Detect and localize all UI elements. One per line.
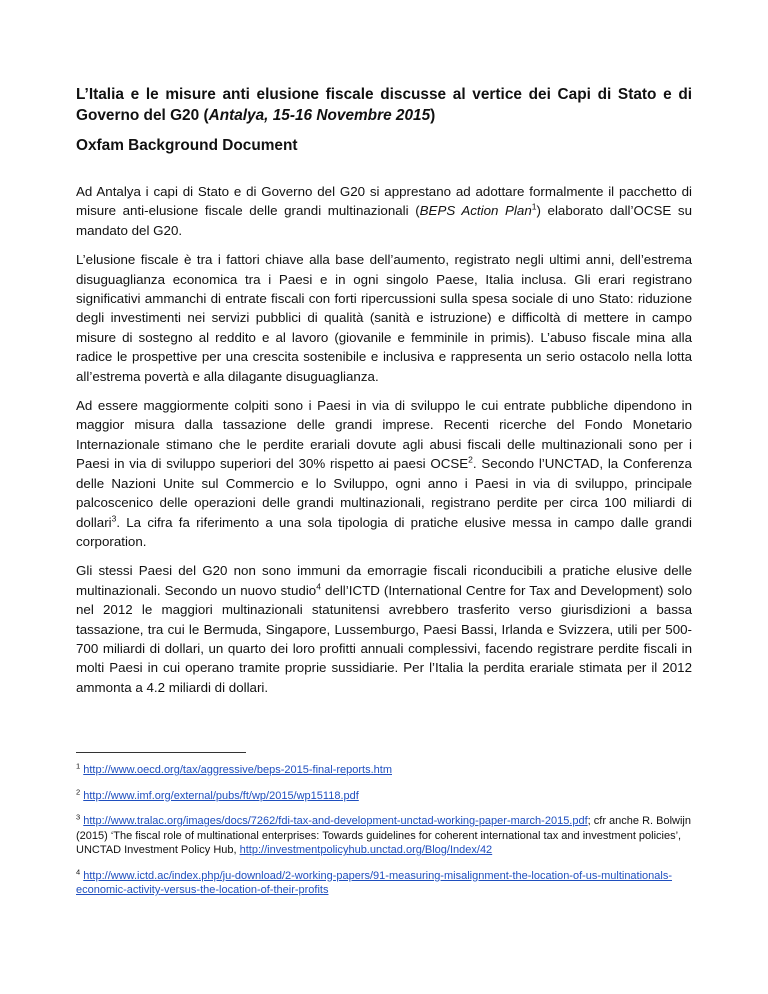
title-date-place: Antalya, 15-16 Novembre 2015 — [208, 107, 431, 124]
footnote-4: $^4$ http://www.ictd.ac/index.php/ju-download/2-working-papers/91-measuring-misalignment-the-location-of-us-multinationals-economic-activity-versus-the-location-of-their-profits — [76, 866, 673, 896]
paragraph-2: L’elusione fiscale è tra i fattori chiave alla base dell’aumento, registrato negli ultimi anni, dell’estrema disuguaglianza economica tra i Paesi e in ogni singolo Paese, Italia inclusa. Gli erari registrano significativi ammanchi di entrate fiscali con forti ripercussioni sulla spesa sociale di uno Stato: riduzione degli investimenti nei servizi pubblici di qualità (sanità e istruzione) e difficoltà di mettere in campo misure di sostegno al reddito e al lavoro (giovanile e femminile in primis). L’abuso fiscale mina alla radice le prospettive per una crescita sostenibile e inclusiva e rappresenta un serio ostacolo nella lotta all’estrema povertà e alla dilagante disuguaglianza. — [76, 252, 692, 384]
document-subtitle: Oxfam Background Document — [76, 137, 298, 154]
document-text — [76, 182, 692, 697]
paragraph-1: Ad Antalya i capi di Stato e di Governo del G20 si apprestano ad adottare formalmente il pacchetto di misure anti-elusione fiscale delle grandi multinazionali (BEPS Action Plan$^1$) elaborato dall’OCSE su mandato del G20. — [76, 184, 692, 238]
footnote-3: $^3$ http://www.tralac.org/images/docs/7262/fdi-tax-and-development-unctad-working-paper-march-2015.pdf; cfr anche R. Bolwijn (2015) ‘The fiscal role of multinational enterprises: Towards guidelines for coherent international tax and investment policies’, UNCTAD Investment Policy Hub, http://investmentpolicyhub.unctad.org/Blog/Index/42 — [76, 812, 691, 856]
paragraph-3: Ad essere maggiormente colpiti sono i Paesi in via di sviluppo le cui entrate pubbliche dipendono in maggior misura dalla tassazione delle grandi imprese. Recenti ricerche del Fondo Monetario Internazionale stimano che le perdite erariali dovute agli abusi fiscali delle multinazionali sono per i Paesi in via di sviluppo superiori del 30% rispetto ai paesi OCSE$^2$. Secondo l’UNCTAD, la Conferenza delle Nazioni Unite sul Commercio e lo Sviluppo, ogni anno i Paesi in via di sviluppo, principale palcoscenico delle operazioni delle grandi multinazionali, registrano perdite per circa 100 miliardi di dollari$^3$. La cifra fa riferimento a una sola tipologia di pratiche elusive messa in campo dalle grandi corporation. — [76, 398, 692, 549]
paragraph-4: Gli stessi Paesi del G20 non sono immuni da emorragie fiscali riconducibili a pratiche elusive delle multinazionali. Secondo un nuovo studio$^4$ dell’ICTD (International Centre for Tax and Development) solo nel 2012 le maggiori multinazionali statunitensi avrebbero trasferito verso giurisdizioni a bassa tassazione, tra cui le Bermuda, Singapore, Lussemburgo, Paesi Bassi, Irlanda e Svizzera, utili per 500-700 miliardi di dollari, un quarto dei loro profitti annuali complessivi, facendo registrare perdite fiscali in molti Paesi in cui operano tramite proprie sussidiarie. Per l’Italia la perdita erariale stimata per il 2012 ammonta a 4.2 miliardi di dollari. — [76, 563, 692, 695]
footnote-4-link[interactable]: http://www.ictd.ac/index.php/ju-download/2-working-papers/91-measuring-misalignment-the-location-of-us-multinationals-economic-activity-versus-the-location-of-their-profits — [76, 869, 673, 896]
footnote-3-link[interactable]: http://www.tralac.org/images/docs/7262/fdi-tax-and-development-unctad-working-paper-march-2015.pdf — [83, 815, 588, 827]
document-title: L’Italia e le misure anti elusione fiscale discusse al vertice dei Capi di Stato e di Governo del G20 (Antalya, 15-16 Novembre 2015) — [76, 86, 692, 124]
footnote-1-link[interactable]: http://www.oecd.org/tax/aggressive/beps-2015-final-reports.htm — [83, 764, 392, 776]
footnote-3-link-2[interactable]: http://investmentpolicyhub.unctad.org/Blog/Index/42 — [239, 844, 493, 856]
footnotes — [76, 763, 692, 909]
footnote-2-link[interactable]: http://www.imf.org/external/pubs/ft/wp/2015/wp15118.pdf — [83, 789, 359, 802]
footnote-separator — [76, 752, 246, 753]
footnote-2: $^2$ http://www.imf.org/external/pubs/ft/wp/2015/wp15118.pdf — [76, 786, 359, 802]
footnote-ref-2[interactable]: 2 — [468, 454, 473, 465]
footnote-ref-3[interactable]: 3 — [111, 513, 117, 524]
document-body — [76, 84, 692, 707]
footnote-ref-1[interactable]: 1 — [531, 201, 537, 212]
footnote-ref-4[interactable]: 4 — [316, 581, 321, 592]
footnote-1: $^1$ http://www.oecd.org/tax/aggressive/beps-2015-final-reports.htm — [76, 761, 392, 776]
